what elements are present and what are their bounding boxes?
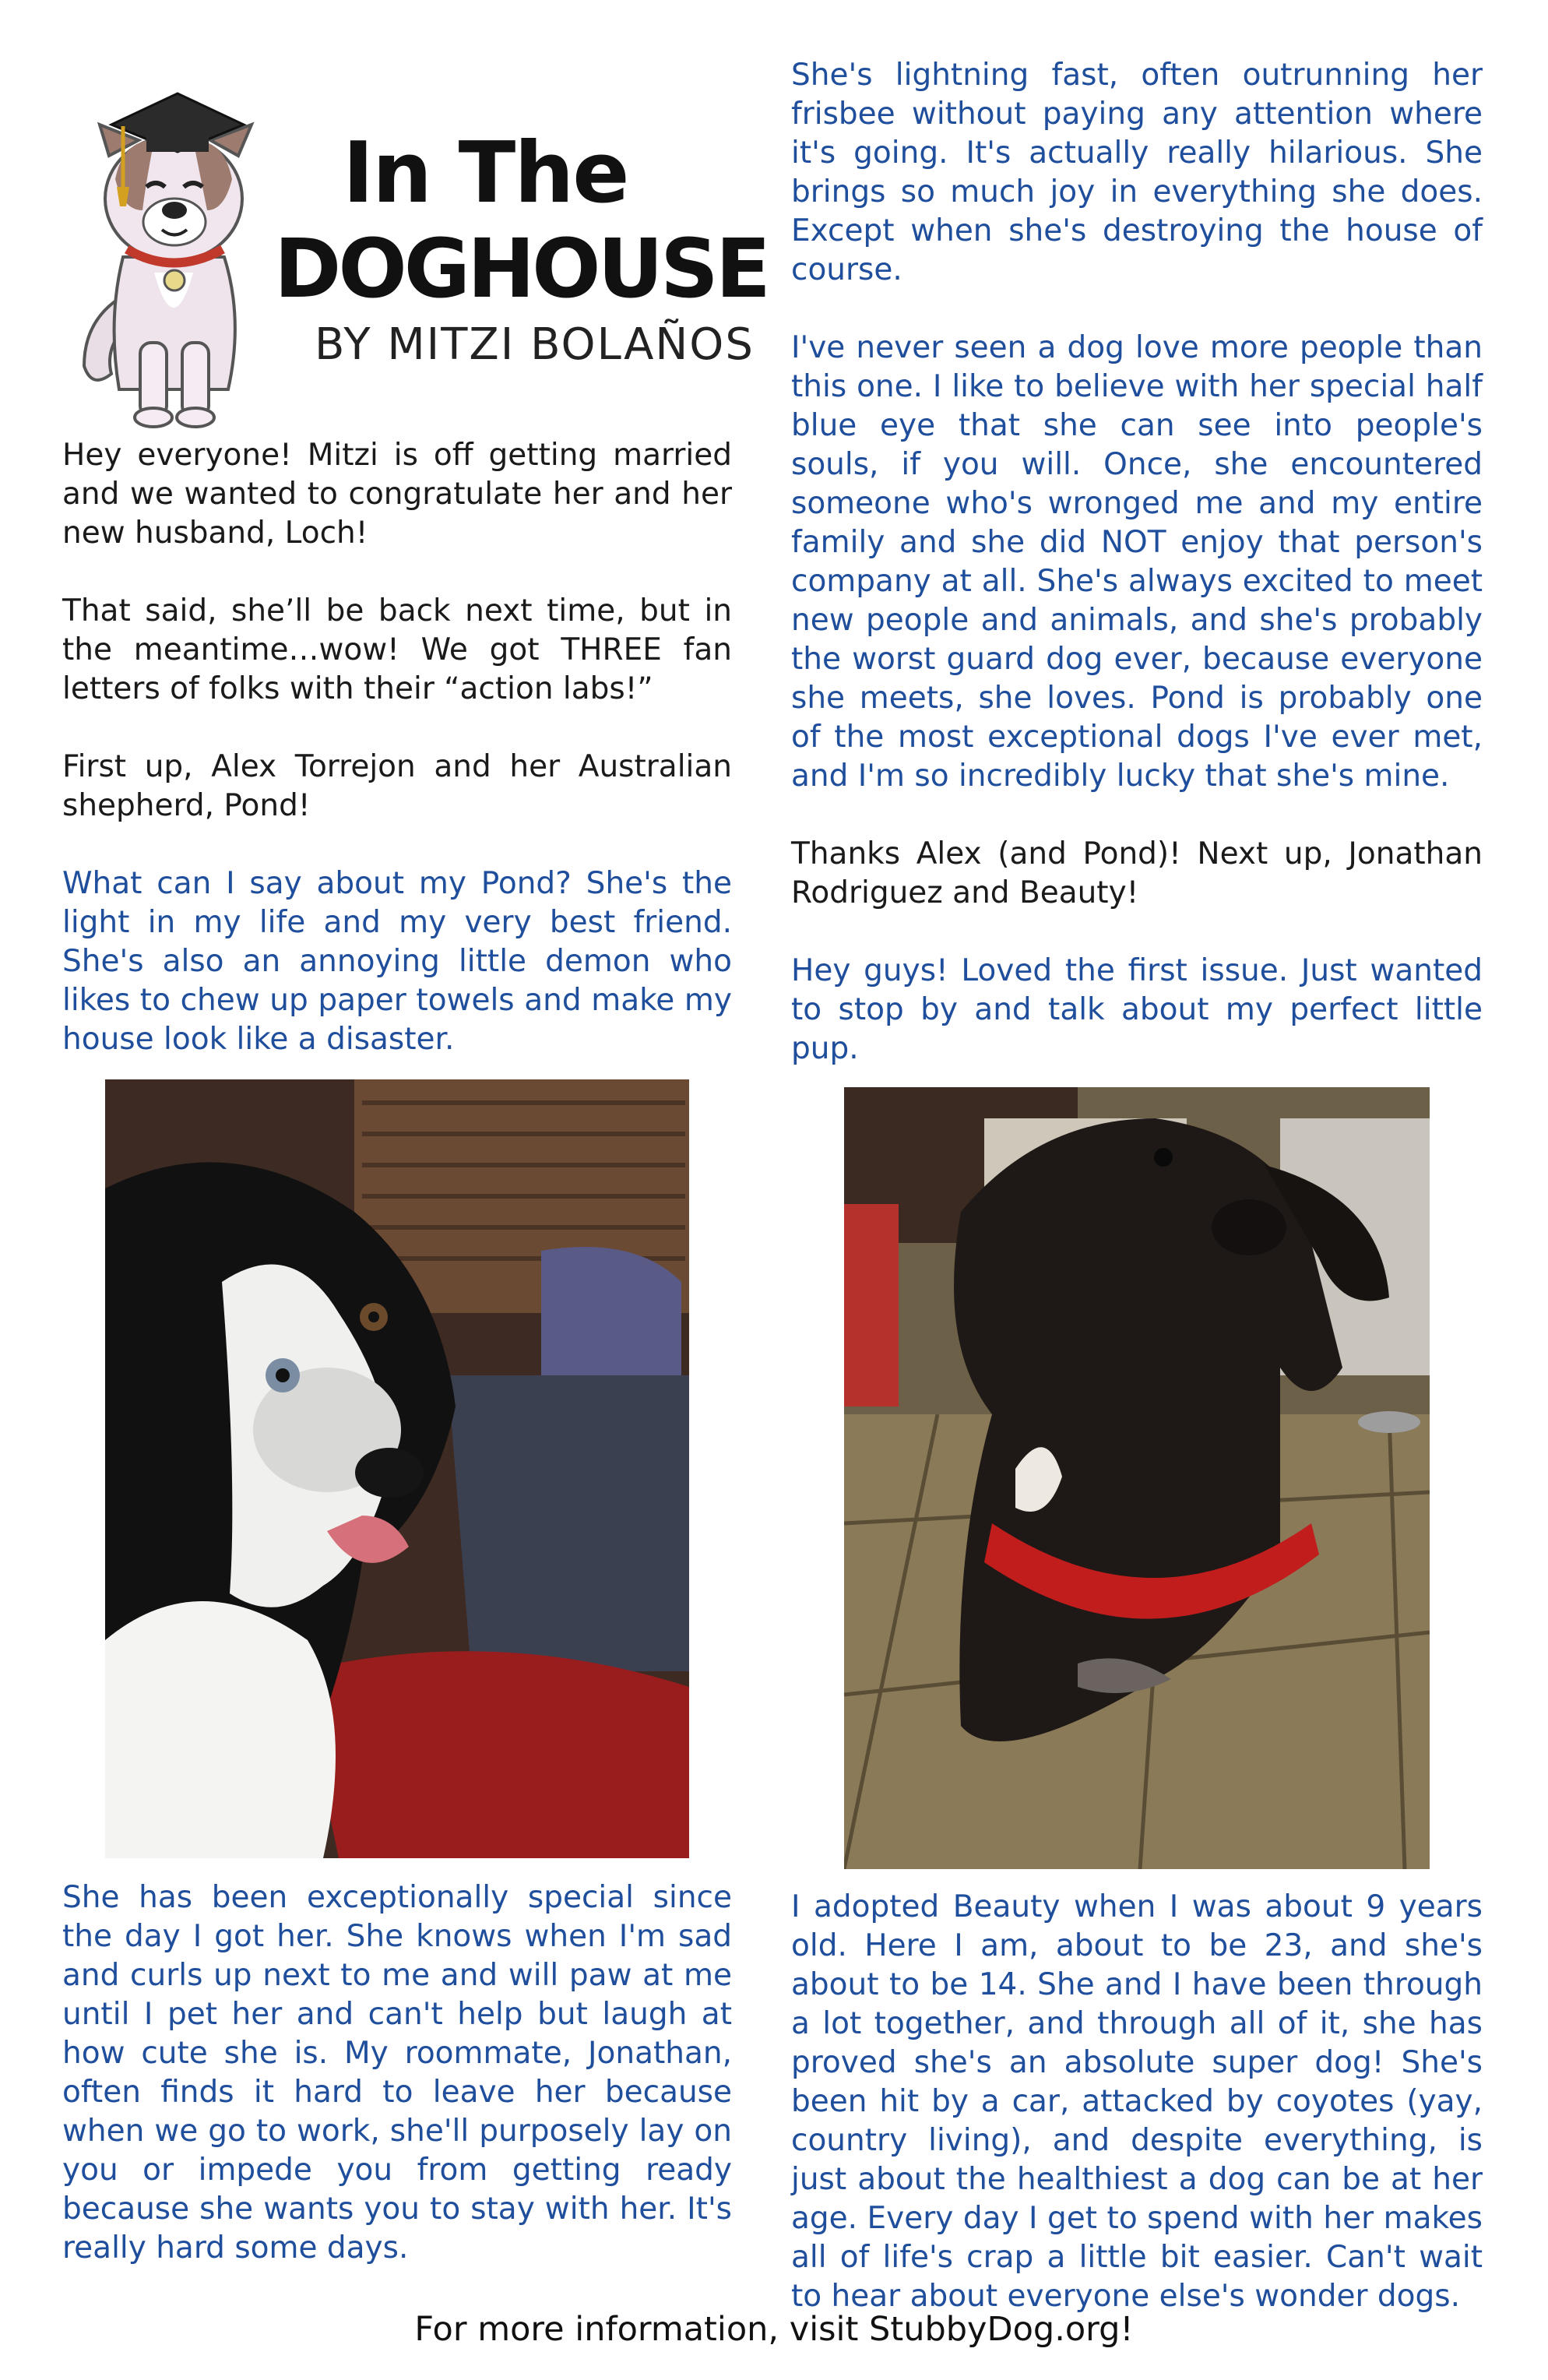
letter2-paragraph-2: I adopted Beauty when I was about 9 years old. Here I am, about to be 23, and she's about to be 14. She and I have been through a lot together, and through all of it, she has proved she's an absolute super dog! She's been hit by a car, attacked by coyotes (yay, country living), and despite everything, is just about the healthiest a dog can be at her age. Every day I get to spend with her makes all of life's crap a little bit easier. Can't wait to hear about everyone else's wonder dogs. — [791, 1889, 1483, 2314]
letter2-paragraph-1: Hey guys! Loved the first issue. Just wanted to stop by and talk about my perfect little pup. — [791, 953, 1483, 1066]
intro-paragraph-1: Hey everyone! Mitzi is off getting married and we wanted to congratulate her and her new husband, Loch! — [62, 438, 732, 551]
black-dog-photo-icon — [844, 1087, 1430, 1869]
letter1-paragraph-4: I've never seen a dog love more people than this one. I like to believe with her special half blue eye that she can see into people's souls, if you will. Once, she encountered someone who's wronged me and my entire family and she did NOT enjoy that person's company at all. She's always excited to meet new people and animals, and she's probably the worst guard dog ever, because everyone she meets, she loves. Pond is probably one of the most exceptional dogs I've ever met, and I'm so incredibly lucky that she's mine. — [791, 330, 1483, 794]
intro-paragraph-3: First up, Alex Torrejon and her Australian shepherd, Pond! — [62, 749, 732, 823]
page-title-line-2: DOGHOUSE — [274, 221, 768, 316]
right-column — [791, 56, 1483, 2316]
left-column — [62, 436, 732, 2268]
intro-paragraph-2: That said, she’ll be back next time, but in the meantime…wow! We got THREE fan letters of folks with their “action labs!” — [62, 593, 732, 706]
transition-paragraph: Thanks Alex (and Pond)! Next up, Jonathan Rodriguez and Beauty! — [791, 836, 1483, 910]
letter1-paragraph-3: She's lightning fast, often outrunning her frisbee without paying any attention where it's going. It's actually really hilarious. She brings so much joy in everything she does. Except when she's destroying the house of course. — [791, 58, 1483, 287]
letter1-paragraph-1: What can I say about my Pond? She's the light in my life and my very best friend. She's also an annoying little demon who likes to chew up paper towels and make my house look like a disaster. — [62, 866, 732, 1057]
page-title-line-1: In The — [343, 125, 628, 222]
letter1-paragraph-2: She has been exceptionally special since the day I got her. She knows when I'm sad and curls up next to me and will paw at me until I pet her and can't help but laugh at how cute she is. My roommate, Jonathan, often finds it hard to leave her because when we go to work, she'll purposely lay on you or impede you from getting ready because she wants you to stay with her. It's really hard some days. — [62, 1880, 732, 2266]
byline: BY MITZI BOLAÑOS — [315, 319, 755, 370]
graduate-dog-mascot-icon — [69, 62, 271, 428]
footer-note: For more information, visit StubbyDog.org! — [414, 2310, 1134, 2349]
border-collie-photo-icon — [105, 1079, 689, 1858]
